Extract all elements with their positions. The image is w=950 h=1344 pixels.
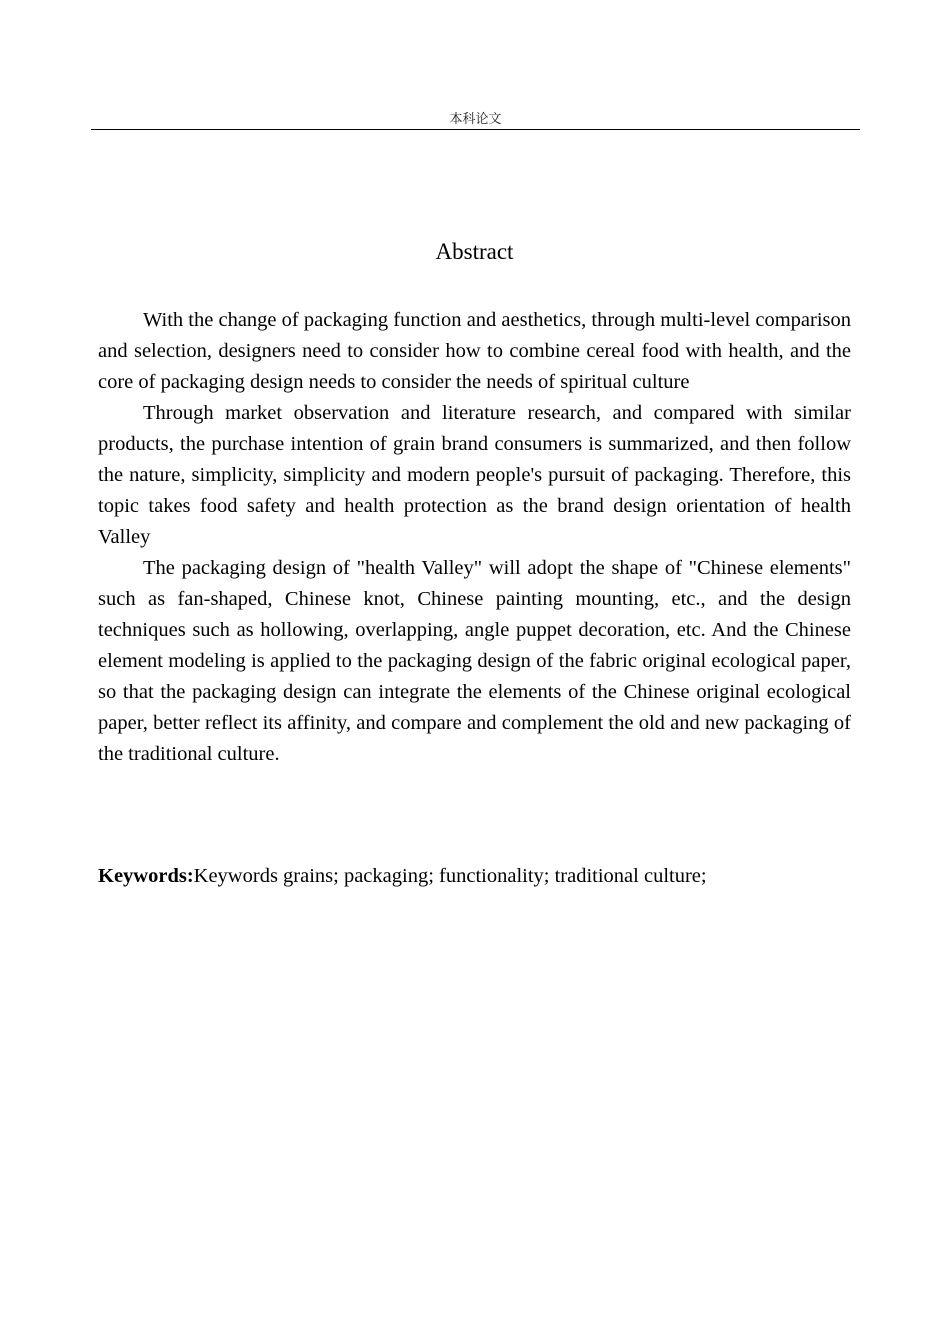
keywords-text: Keywords grains; packaging; functionality; traditional culture; [193,865,707,887]
abstract-body [98,305,851,770]
abstract-paragraph-2: Through market observation and literature research, and compared with similar products, the purchase intention of grain brand consumers is summarized, and then follow the nature, simplicity, simplicity and modern people's pursuit of packaging. Therefore, this topic takes food safety and health protection as the brand design orientation of health Valley [98,402,851,548]
keywords-label: Keywords: [98,865,194,887]
abstract-paragraph-3: The packaging design of "health Valley" will adopt the shape of "Chinese elements" such as fan-shaped, Chinese knot, Chinese painting mounting, etc., and the design techniques such as hollowing, overlapping, angle puppet decoration, etc. And the Chinese element modeling is applied to the packaging design of the fabric original ecological paper, so that the packaging design can integrate the elements of the Chinese original ecological paper, better reflect its affinity, and compare and complement the old and new packaging of the traditional culture. [98,557,851,765]
keywords-line [98,861,851,892]
abstract-paragraph-1: With the change of packaging function and aesthetics, through multi-level comparison and selection, designers need to consider how to combine cereal food with health, and the core of packaging design needs to consider the needs of spiritual culture [98,309,851,393]
abstract-title: Abstract [435,239,514,264]
running-header: 本科论文 [91,110,860,130]
